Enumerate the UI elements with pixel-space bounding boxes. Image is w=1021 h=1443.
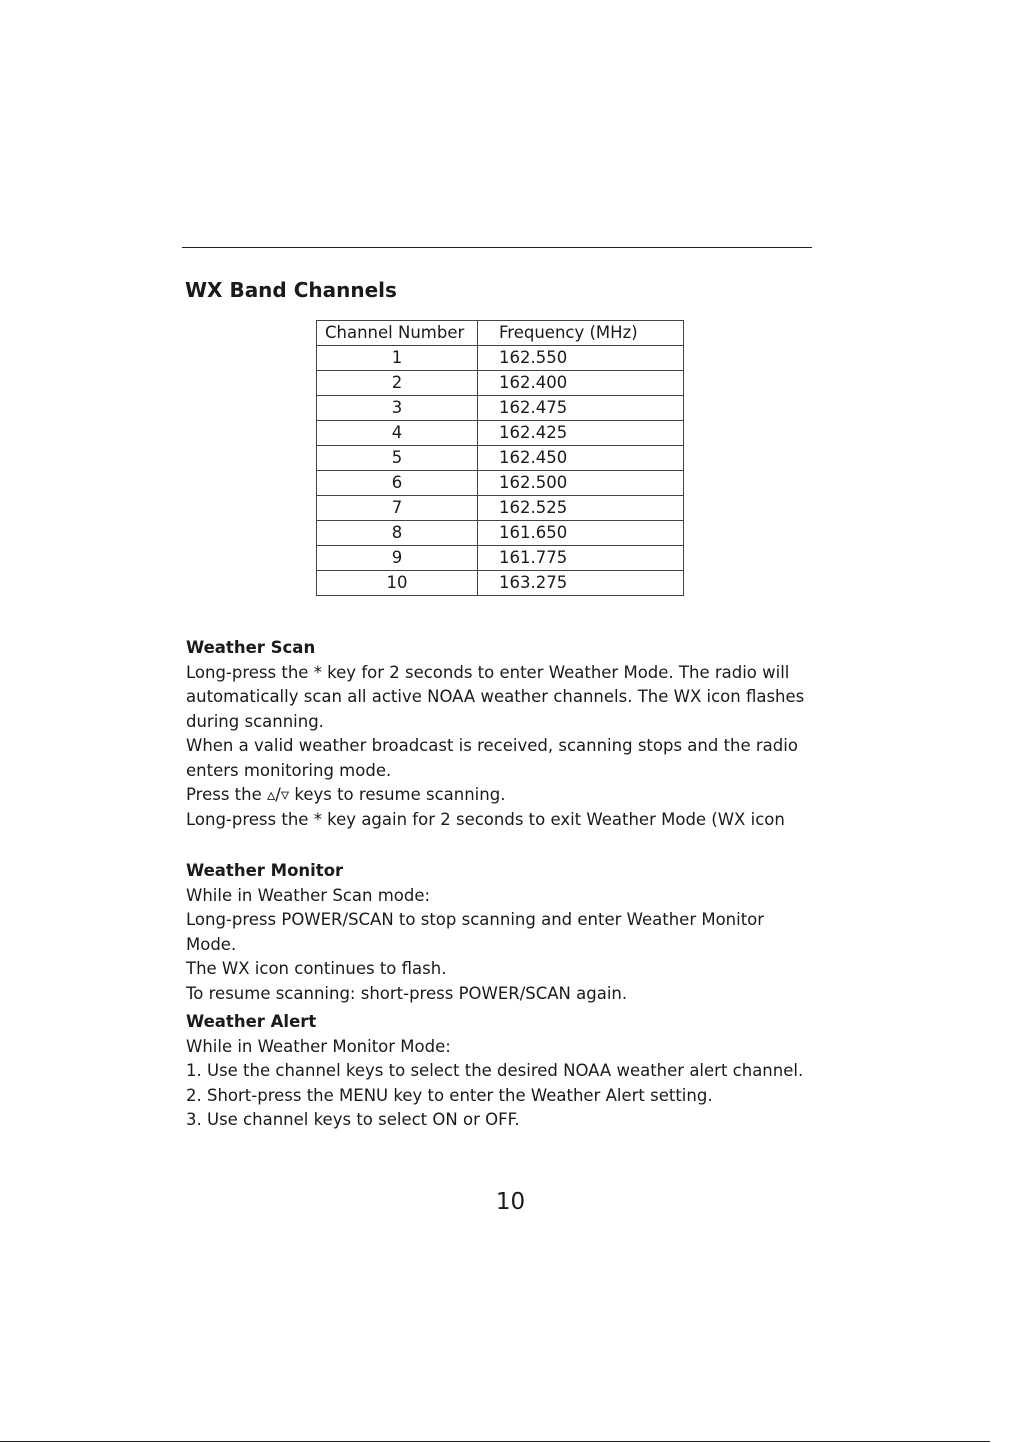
frequency-cell: 162.450 <box>478 446 684 471</box>
channel-number-cell: 2 <box>317 371 478 396</box>
wx-channel-table <box>316 320 684 596</box>
table-row <box>317 571 684 596</box>
column-header-channel-number: Channel Number <box>317 321 478 346</box>
frequency-cell: 162.475 <box>478 396 684 421</box>
weather-scan-heading: Weather Scan <box>186 638 316 657</box>
weather-scan-line: Press the ▵/▿ keys to resume scanning. <box>186 785 506 804</box>
weather-alert-line: 2. Short-press the MENU key to enter the Weather Alert setting. <box>186 1085 713 1105</box>
weather-scan-line: Long-press the * key for 2 seconds to enter Weather Mode. The radio will <box>186 662 790 682</box>
table-row <box>317 346 684 371</box>
channel-number-cell: 9 <box>317 546 478 571</box>
weather-scan-line: Long-press the * key again for 2 seconds to exit Weather Mode (WX icon <box>186 809 785 829</box>
weather-alert-section <box>186 1010 826 1133</box>
table-header-row <box>317 321 684 346</box>
weather-monitor-line: To resume scanning: short-press POWER/SCAN again. <box>186 983 628 1003</box>
frequency-cell: 163.275 <box>478 571 684 596</box>
frequency-cell: 162.400 <box>478 371 684 396</box>
frequency-cell: 162.550 <box>478 346 684 371</box>
channel-number-cell: 4 <box>317 421 478 446</box>
weather-monitor-line: While in Weather Scan mode: <box>186 885 431 905</box>
page-number: 10 <box>495 1189 526 1215</box>
weather-monitor-line: Mode. <box>186 934 237 954</box>
weather-monitor-section <box>186 859 826 1006</box>
weather-alert-line: 1. Use the channel keys to select the desired NOAA weather alert channel. <box>186 1061 804 1080</box>
weather-scan-section <box>186 636 826 832</box>
channel-number-cell: 10 <box>317 571 478 596</box>
weather-scan-line: automatically scan all active NOAA weather channels. The WX icon flashes <box>186 687 805 706</box>
table-row <box>317 546 684 571</box>
footer-rule <box>0 1441 990 1442</box>
channel-number-cell: 5 <box>317 446 478 471</box>
table-row <box>317 371 684 396</box>
table-row <box>317 521 684 546</box>
weather-alert-line: While in Weather Monitor Mode: <box>186 1036 451 1056</box>
table-row <box>317 496 684 521</box>
weather-monitor-heading: Weather Monitor <box>186 861 344 880</box>
weather-scan-line: When a valid weather broadcast is received, scanning stops and the radio <box>186 736 798 755</box>
weather-alert-heading: Weather Alert <box>186 1012 317 1031</box>
table-row <box>317 446 684 471</box>
frequency-cell: 161.775 <box>478 546 684 571</box>
header-rule <box>182 247 812 248</box>
column-header-frequency: Frequency (MHz) <box>478 321 684 346</box>
frequency-cell: 162.525 <box>478 496 684 521</box>
weather-scan-line: during scanning. <box>186 711 324 731</box>
channel-number-cell: 6 <box>317 471 478 496</box>
table-row <box>317 396 684 421</box>
weather-alert-line: 3. Use channel keys to select ON or OFF. <box>186 1110 520 1129</box>
table-row <box>317 471 684 496</box>
table-row <box>317 421 684 446</box>
weather-monitor-line: Long-press POWER/SCAN to stop scanning and enter Weather Monitor <box>186 910 765 929</box>
channel-number-cell: 3 <box>317 396 478 421</box>
weather-monitor-line: The WX icon continues to flash. <box>186 959 447 978</box>
frequency-cell: 162.500 <box>478 471 684 496</box>
frequency-cell: 162.425 <box>478 421 684 446</box>
channel-number-cell: 1 <box>317 346 478 371</box>
frequency-cell: 161.650 <box>478 521 684 546</box>
weather-scan-line: enters monitoring mode. <box>186 760 392 780</box>
section-title: WX Band Channels <box>185 278 397 302</box>
channel-number-cell: 7 <box>317 496 478 521</box>
channel-number-cell: 8 <box>317 521 478 546</box>
